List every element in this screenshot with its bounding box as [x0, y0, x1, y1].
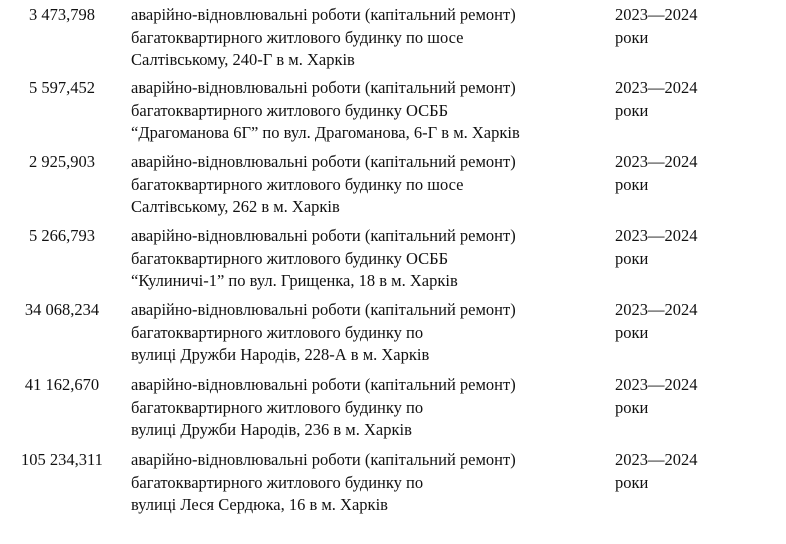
description-line: вулиці Дружби Народів, 228-А в м. Харків — [131, 345, 430, 364]
amount-cell: 5 266,793 — [29, 226, 95, 245]
description-cell — [131, 374, 601, 442]
description-line: аварійно-відновлювальні роботи (капітальний ремонт) — [131, 152, 516, 171]
amount-cell: 34 068,234 — [24, 300, 100, 319]
amount-cell: 2 925,903 — [29, 152, 95, 171]
description-cell — [131, 449, 601, 517]
table-row — [0, 449, 786, 521]
description-cell — [131, 299, 601, 367]
description-cell — [131, 151, 601, 219]
description-line: багатоквартирного житлового будинку ОСББ — [131, 100, 449, 120]
description-line: багатоквартирного житлового будинку по шосе — [131, 174, 464, 194]
term-cell — [615, 151, 745, 196]
term-word: роки — [615, 27, 649, 47]
description-line: аварійно-відновлювальні роботи (капітальний ремонт) — [131, 5, 516, 24]
description-cell — [131, 225, 601, 293]
term-years: 2023—2024 — [615, 300, 698, 319]
amount-cell: 41 162,670 — [24, 375, 100, 394]
description-line: багатоквартирного житлового будинку по шосе — [131, 27, 464, 47]
description-cell — [131, 77, 601, 145]
term-cell — [615, 225, 745, 270]
term-cell — [615, 449, 745, 494]
description-line: багатоквартирного житлового будинку по — [131, 472, 424, 492]
amount-cell: 105 234,311 — [21, 450, 103, 469]
term-years: 2023—2024 — [615, 5, 698, 24]
term-years: 2023—2024 — [615, 78, 698, 97]
description-line: аварійно-відновлювальні роботи (капітальний ремонт) — [131, 78, 516, 97]
table-row — [0, 374, 786, 446]
table-row — [0, 225, 786, 297]
description-line: аварійно-відновлювальні роботи (капітальний ремонт) — [131, 375, 516, 394]
term-cell — [615, 4, 745, 49]
term-cell — [615, 374, 745, 419]
description-cell — [131, 4, 601, 72]
description-line: аварійно-відновлювальні роботи (капітальний ремонт) — [131, 300, 516, 319]
description-line: “Драгоманова 6Г” по вул. Драгоманова, 6-Г в м. Харків — [131, 123, 520, 142]
description-line: багатоквартирного житлового будинку по — [131, 397, 424, 417]
term-word: роки — [615, 397, 649, 417]
description-line: багатоквартирного житлового будинку ОСББ — [131, 248, 449, 268]
description-line: Салтівському, 262 в м. Харків — [131, 197, 340, 216]
description-line: Салтівському, 240-Г в м. Харків — [131, 50, 355, 69]
table-row — [0, 4, 786, 76]
amount-cell: 3 473,798 — [29, 5, 95, 24]
description-line: багатоквартирного житлового будинку по — [131, 322, 424, 342]
amount-cell: 5 597,452 — [29, 78, 95, 97]
term-years: 2023—2024 — [615, 152, 698, 171]
term-word: роки — [615, 322, 649, 342]
table-row — [0, 77, 786, 149]
term-word: роки — [615, 100, 649, 120]
description-line: аварійно-відновлювальні роботи (капітальний ремонт) — [131, 226, 516, 245]
term-cell — [615, 77, 745, 122]
description-line: “Кулиничі-1” по вул. Грищенка, 18 в м. Харків — [131, 271, 458, 290]
term-word: роки — [615, 248, 649, 268]
term-cell — [615, 299, 745, 344]
term-word: роки — [615, 174, 649, 194]
table-row — [0, 151, 786, 223]
term-word: роки — [615, 472, 649, 492]
description-line: вулиці Дружби Народів, 236 в м. Харків — [131, 420, 412, 439]
term-years: 2023—2024 — [615, 226, 698, 245]
table-row — [0, 299, 786, 371]
term-years: 2023—2024 — [615, 450, 698, 469]
description-line: вулиці Леся Сердюка, 16 в м. Харків — [131, 495, 388, 514]
description-line: аварійно-відновлювальні роботи (капітальний ремонт) — [131, 450, 516, 469]
term-years: 2023—2024 — [615, 375, 698, 394]
